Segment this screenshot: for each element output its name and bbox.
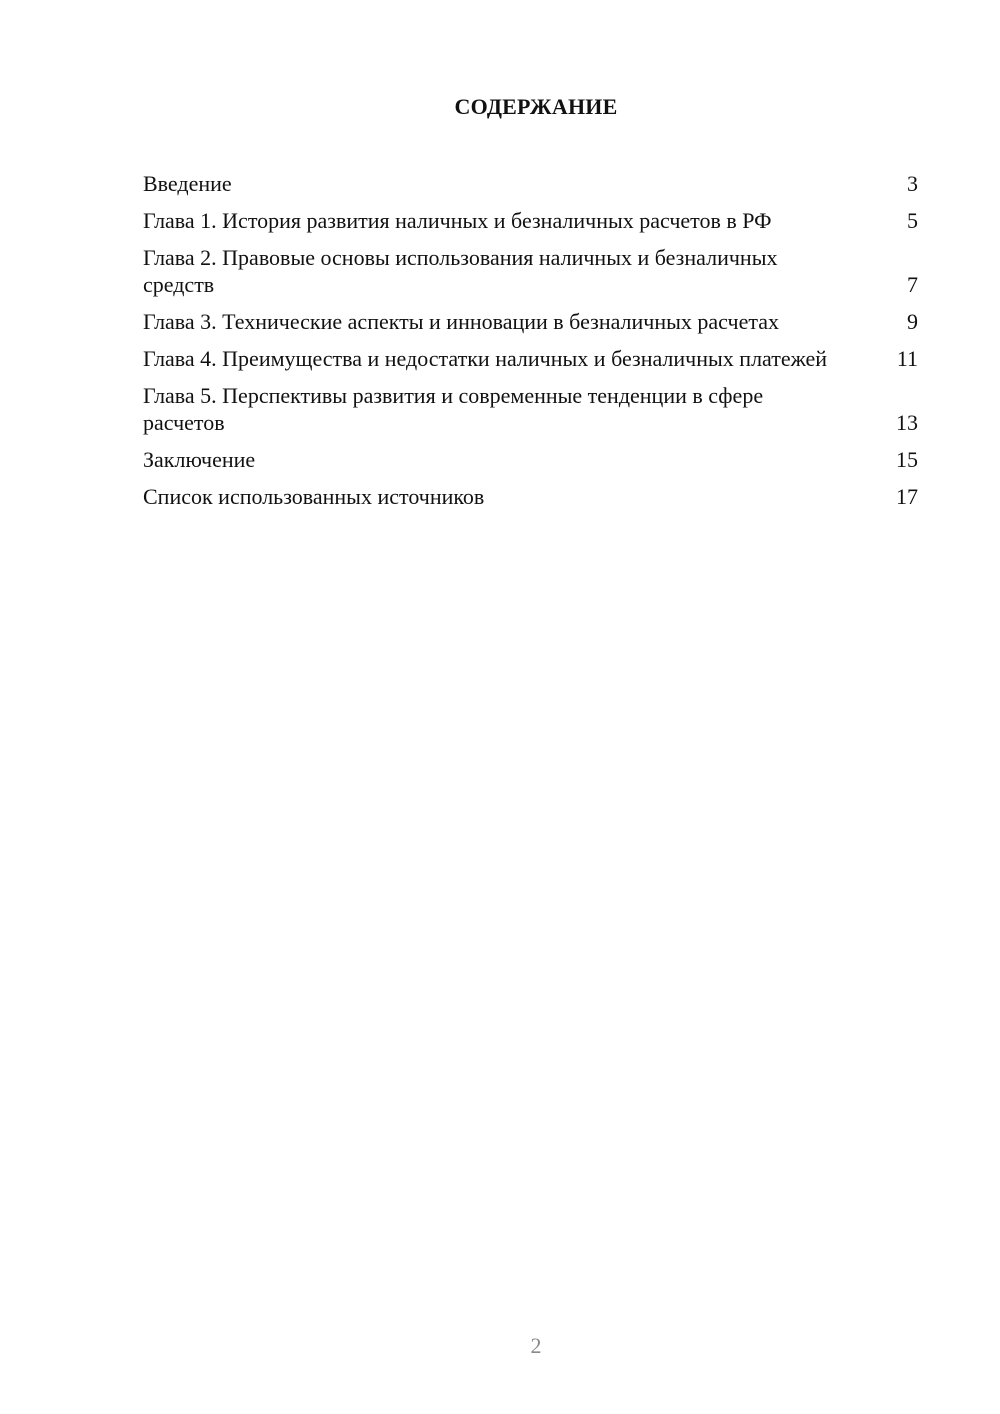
toc-entry-chapter-5[interactable] [143, 382, 918, 436]
toc-entry-references[interactable] [143, 483, 918, 510]
toc-entry-chapter-3[interactable] [143, 308, 918, 335]
toc-entry-text: Глава 2. Правовые основы использования наличных и безналичных средств [143, 245, 778, 297]
toc-entry-chapter-1[interactable] [143, 207, 918, 234]
page-number: 2 [530, 1333, 542, 1358]
toc-entry-page: 17 [896, 484, 918, 509]
table-of-contents [143, 170, 918, 520]
toc-entry-text: Заключение [143, 447, 256, 472]
toc-entry-introduction[interactable] [143, 170, 918, 197]
page-title: СОДЕРЖАНИЕ [454, 94, 618, 119]
toc-entry-page: 3 [907, 171, 918, 196]
toc-entry-text: Глава 5. Перспективы развития и современные тенденции в сфере расчетов [143, 383, 764, 435]
toc-entry-text: Глава 1. История развития наличных и безналичных расчетов в РФ [143, 208, 772, 233]
toc-entry-chapter-2[interactable] [143, 244, 918, 298]
toc-entry-text: Список использованных источников [143, 484, 485, 509]
toc-entry-page: 5 [907, 208, 918, 233]
toc-entry-page: 13 [896, 410, 918, 435]
toc-entry-page: 11 [896, 346, 918, 371]
toc-entry-text: Введение [143, 171, 232, 196]
toc-entry-text: Глава 4. Преимущества и недостатки наличных и безналичных платежей [143, 346, 828, 371]
toc-entry-text: Глава 3. Технические аспекты и инновации в безналичных расчетах [143, 309, 779, 334]
toc-entry-chapter-4[interactable] [143, 345, 918, 372]
toc-entry-page: 15 [896, 447, 918, 472]
toc-entry-conclusion[interactable] [143, 446, 918, 473]
toc-entry-page: 7 [907, 272, 918, 297]
toc-entry-page: 9 [907, 309, 918, 334]
